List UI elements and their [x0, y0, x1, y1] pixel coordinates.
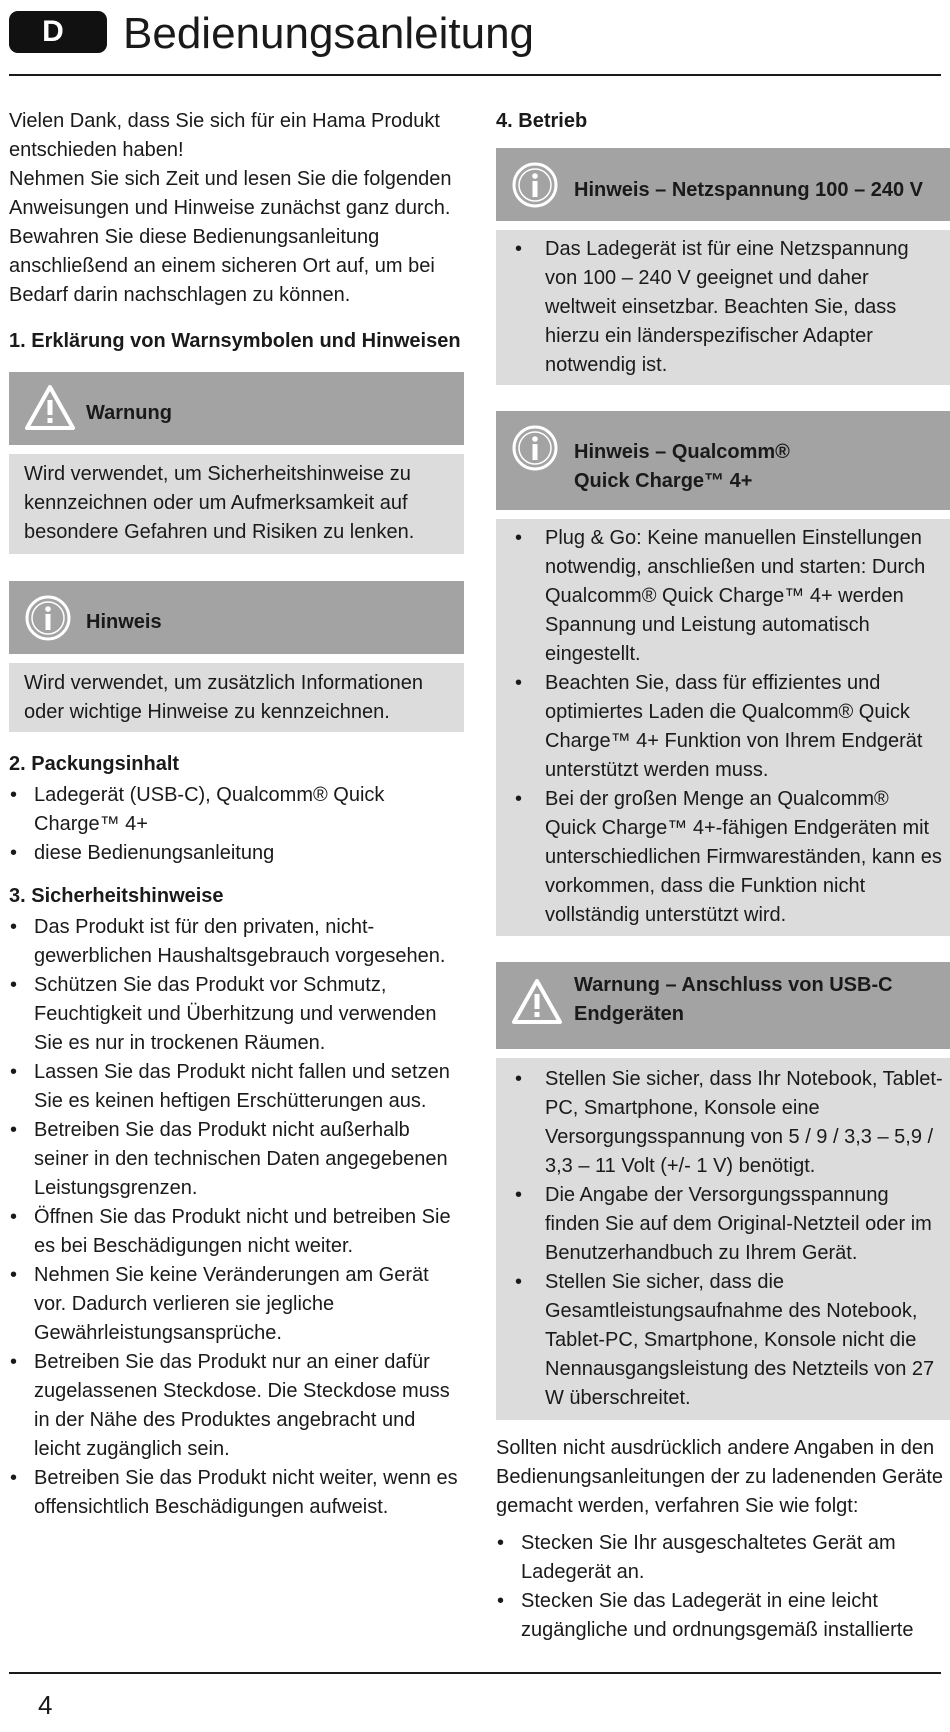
- section-number: 1.: [9, 330, 26, 352]
- section-title: Sicherheitshinweise: [31, 885, 224, 907]
- package-contents-list: [9, 781, 464, 868]
- header-divider: [9, 74, 941, 76]
- note-list: [496, 524, 943, 930]
- info-icon: [511, 161, 559, 218]
- list-item: • Das Produkt ist für den privaten, nicht-gewerblichen Haushaltsgebrauch vorgesehen.: [9, 913, 464, 971]
- list-item: • Bei der großen Menge an Qualcomm® Quick Charge™ 4+-fähigen Endgeräten mit unterschiedlichen Firmwareständen, kann es vorkommen, dass die Funktion nicht vollständig unterstützt wird.: [496, 785, 943, 930]
- closing-paragraph: Sollten nicht ausdrücklich andere Angaben in den Bedienungsanleitungen der zu ladenenden Geräte gemacht werden, verfahren Sie wie folgt:: [496, 1437, 944, 1517]
- info-icon: [24, 594, 72, 651]
- note-label: [574, 438, 790, 496]
- note-label: Hinweis – Netzspannung 100 – 240 V: [574, 179, 924, 201]
- mains-voltage-note: [496, 148, 950, 385]
- note-body: [496, 519, 950, 936]
- section-title: Betrieb: [518, 110, 588, 132]
- info-icon: [511, 424, 559, 481]
- warning-legend-text: Wird verwendet, um Sicherheitshinweise zu kennzeichnen oder um Aufmerksamkeit auf besondere Gefahren und Risiken zu lenken.: [9, 454, 464, 554]
- warning-triangle-icon: [511, 978, 563, 1035]
- warning-label-line: Endgeräten: [574, 1003, 685, 1025]
- warning-header: [496, 962, 950, 1049]
- note-body: [496, 230, 950, 385]
- warning-label: [574, 971, 893, 1029]
- list-item: • Stellen Sie sicher, dass Ihr Notebook, Tablet-PC, Smartphone, Konsole eine Versorgungsspannung von 5 / 9 / 3,3 – 5,9 / 3,3 – 11 Volt (+/- 1 V) benötigt.: [496, 1065, 943, 1181]
- note-legend-header: [9, 581, 464, 654]
- list-item: • Nehmen Sie keine Veränderungen am Gerät vor. Dadurch verlieren sie jegliche Gewährleistungsansprüche.: [9, 1261, 464, 1348]
- warning-label-line: Warnung – Anschluss von USB-C: [574, 974, 893, 996]
- list-item: • Betreiben Sie das Produkt nicht außerhalb seiner in den technischen Daten angegebenen Leistungsgrenzen.: [9, 1116, 464, 1203]
- note-legend-text: Wird verwendet, um zusätzlich Informationen oder wichtige Hinweise zu kennzeichnen.: [9, 663, 464, 732]
- warning-legend-box: [9, 372, 464, 554]
- section-title: Packungsinhalt: [31, 753, 180, 775]
- note-list: [496, 235, 943, 380]
- note-header: [496, 411, 950, 510]
- warning-legend-header: [9, 372, 464, 445]
- list-item: • Öffnen Sie das Produkt nicht und betreiben Sie es bei Beschädigungen nicht weiter.: [9, 1203, 464, 1261]
- quick-charge-note: [496, 411, 950, 936]
- section-number: 4.: [496, 110, 513, 132]
- list-item: • Stecken Sie Ihr ausgeschaltetes Gerät am Ladegerät an.: [496, 1529, 950, 1587]
- section-4-heading: [496, 107, 950, 136]
- intro-instructions: Nehmen Sie sich Zeit und lesen Sie die folgenden Anweisungen und Hinweise zunächst ganz durch. Bewahren Sie diese Bedienungsanleitung anschließend an einem sicheren Ort auf, um bei Bedarf darin nachschlagen zu können.: [9, 168, 452, 306]
- section-2-heading: [9, 750, 464, 779]
- list-item: • Lassen Sie das Produkt nicht fallen und setzen Sie es keinen heftigen Erschütterungen aus.: [9, 1058, 464, 1116]
- section-number: 2.: [9, 753, 26, 775]
- usb-c-warning: [496, 962, 950, 1420]
- footer-divider: [9, 1672, 941, 1674]
- list-item: • Beachten Sie, dass für effizientes und optimiertes Laden die Qualcomm® Quick Charge™ 4+ Funktion von Ihrem Endgerät unterstützt werden muss.: [496, 669, 943, 785]
- page-title: Bedienungsanleitung: [123, 9, 535, 58]
- list-item: • Betreiben Sie das Produkt nicht weiter, wenn es offensichtlich Beschädigungen aufweist.: [9, 1464, 464, 1522]
- note-legend-box: [9, 581, 464, 732]
- warning-legend-label: Warnung: [86, 402, 172, 424]
- list-item: • diese Bedienungsanleitung: [9, 839, 464, 868]
- safety-list: [9, 913, 464, 1522]
- section-number: 3.: [9, 885, 26, 907]
- list-item: • Stellen Sie sicher, dass die Gesamtleistungsaufnahme des Notebook, Tablet-PC, Smartphone, Konsole nicht die Nennausgangsleistung des Netzteils von 27 W überschreitet.: [496, 1268, 943, 1413]
- language-code: D: [42, 15, 64, 48]
- closing-list: [496, 1529, 950, 1645]
- warning-body: [496, 1058, 950, 1420]
- warning-list: [496, 1065, 943, 1413]
- warning-triangle-icon: [24, 384, 76, 441]
- left-column: [9, 107, 464, 1522]
- list-item: • Ladegerät (USB-C), Qualcomm® Quick Charge™ 4+: [9, 781, 464, 839]
- note-label-line: Hinweis – Qualcomm®: [574, 441, 790, 463]
- right-column: [496, 107, 950, 1645]
- list-item: • Schützen Sie das Produkt vor Schmutz, Feuchtigkeit und Überhitzung und verwenden Sie es nur in trockenen Räumen.: [9, 971, 464, 1058]
- list-item: • Stecken Sie das Ladegerät in eine leicht zugängliche und ordnungsgemäß installierte: [496, 1587, 950, 1645]
- section-1-heading: [9, 327, 464, 356]
- page-number: 4: [38, 1690, 53, 1720]
- intro-thanks: Vielen Dank, dass Sie sich für ein Hama Produkt entschieden haben!: [9, 110, 440, 161]
- list-item: • Das Ladegerät ist für eine Netzspannung von 100 – 240 V geeignet und daher weltweit einsetzbar. Beachten Sie, dass hierzu ein länderspezifischer Adapter notwendig ist.: [496, 235, 943, 380]
- note-header: [496, 148, 950, 221]
- list-item: • Betreiben Sie das Produkt nur an einer dafür zugelassenen Steckdose. Die Steckdose muss in der Nähe des Produktes angebracht und leicht zugänglich sein.: [9, 1348, 464, 1464]
- note-legend-label: Hinweis: [86, 611, 162, 633]
- list-item: • Plug & Go: Keine manuellen Einstellungen notwendig, anschließen und starten: Durch Qualcomm® Quick Charge™ 4+ werden Spannung und Leistung automatisch eingestellt.: [496, 524, 943, 669]
- list-item: • Die Angabe der Versorgungsspannung finden Sie auf dem Original-Netzteil oder im Benutzerhandbuch zu Ihrem Gerät.: [496, 1181, 943, 1268]
- note-label-line: Quick Charge™ 4+: [574, 470, 753, 492]
- page-header: [9, 10, 950, 66]
- section-title: Erklärung von Warnsymbolen und Hinweisen: [31, 330, 461, 352]
- language-badge: [9, 11, 107, 53]
- section-3-heading: [9, 882, 464, 911]
